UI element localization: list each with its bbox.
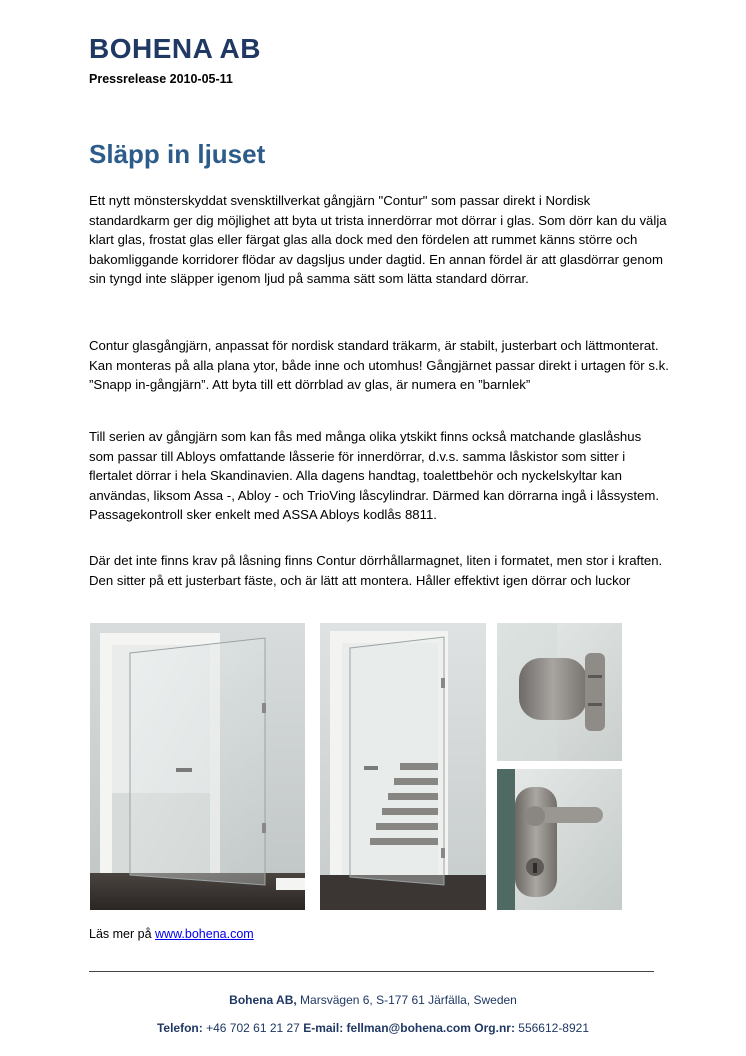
footer-email: E-mail: fellman@bohena.com xyxy=(303,1021,471,1035)
footer-address xyxy=(0,993,746,1007)
footer-contact xyxy=(0,1021,746,1035)
page-title: Släpp in ljuset xyxy=(89,139,266,169)
footer-address-text: Marsvägen 6, S-177 61 Järfälla, Sweden xyxy=(296,993,517,1007)
footer-org-label: Org.nr: xyxy=(470,1021,515,1035)
company-name: BOHENA AB xyxy=(89,33,261,64)
footer-phone-label: Telefon: xyxy=(156,1021,203,1035)
paragraph-2: Contur glasgångjärn, anpassat för nordisk standard träkarm, är stabilt, justerbart och lättmonterat. Kan monteras på alla plana ytor, både inne och utomhus! Gångjärnet passar direkt i urtagen för s.k. ”Snapp in-gångjärn”. Att byta till ett dörrblad av glas, är numera en ”barnlek” xyxy=(89,338,669,392)
paragraph-3: Till serien av gångjärn som kan fås med många olika ytskikt finns också matchande glaslåshus som passar till Abloys omfattande låsserie för innerdörrar, d.v.s. samma låskistor som sitter i flertalet dörrar i hela Skandinavien. Alla dagens handtag, toalettbehör och nyckelskyltar kan användas, liksom Assa -, Abloy - och TrioVing låscylindrar. Därmed kan dörrarna ingå i låssystem. Passagekontroll sker enkelt med ASSA Abloys kodlås 8811. xyxy=(89,429,660,522)
website-link[interactable]: www.bohena.com xyxy=(155,927,254,941)
footer-divider xyxy=(89,971,654,972)
footer-company: Bohena AB, xyxy=(229,993,297,1007)
hinge-closeup-photo xyxy=(497,623,622,761)
paragraph-4: Där det inte finns krav på låsning finns Contur dörrhållarmagnet, liten i formatet, men stor i kraften. Den sitter på ett justerbart fäste, och är lätt att montera. Håller effektivt igen dörrar och luckor xyxy=(89,553,663,588)
footer-org: 556612-8921 xyxy=(514,1021,590,1035)
read-more-prefix: Läs mer på xyxy=(89,927,156,941)
release-date: Pressrelease 2010-05-11 xyxy=(89,72,233,86)
glass-door-photo-2 xyxy=(320,623,486,910)
glass-door-photo-1 xyxy=(90,623,305,910)
read-more-text xyxy=(89,927,254,941)
footer-phone: +46 702 61 21 27 xyxy=(202,1021,304,1035)
lock-closeup-photo xyxy=(497,769,622,910)
paragraph-1: Ett nytt mönsterskyddat svensktillverkat gångjärn "Contur" som passar direkt i Nordisk standardkarm ger dig möjlighet att byta ut trista innerdörrar mot dörrar i glas. Som dörr kan du välja klart glas, frostat glas eller färgat glas alla dock med den fördelen att rummet känns större och bakomliggande korridorer flödar av dagsljus under dagtid. En annan fördel är att glasdörrar genom sin tyngd inte släpper igenom ljud på samma sätt som lätta standard dörrar. xyxy=(89,193,667,286)
